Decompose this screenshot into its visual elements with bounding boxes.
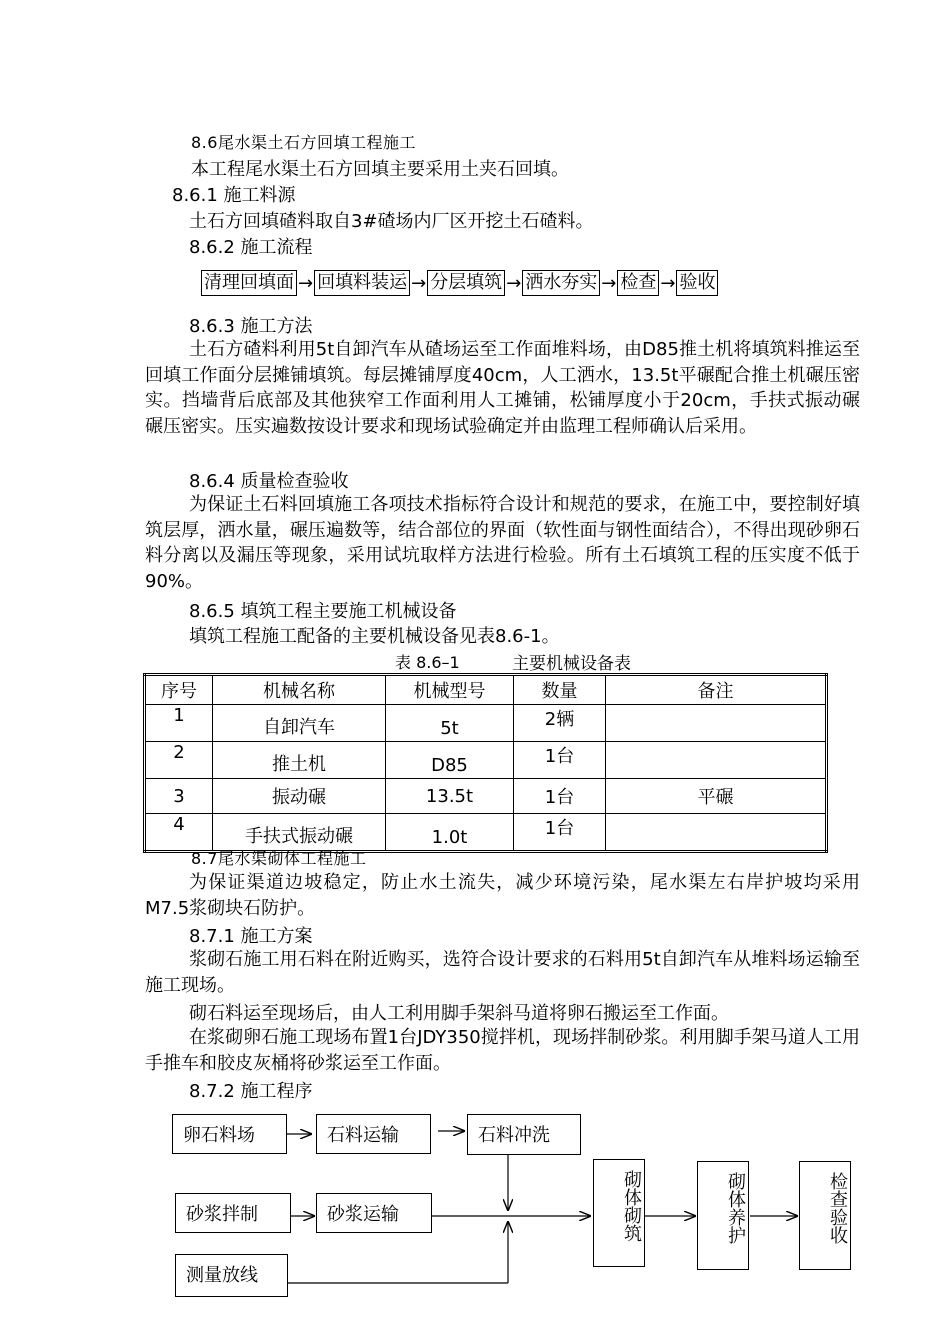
cell-index: 1	[145, 705, 213, 742]
header-cell: 机械型号	[386, 675, 514, 705]
flow-arrow: →	[298, 272, 314, 294]
section-8-7-title: 8.7尾水渠砌体工程施工	[191, 849, 367, 868]
cell-model: 5t	[386, 705, 514, 742]
box-stone-transport	[316, 1114, 431, 1154]
section-8-6-intro: 本工程尾水渠土石方回填主要采用土夹石回填。	[191, 159, 569, 180]
cell-index: 3	[145, 779, 213, 814]
box-label: 卵石料场	[183, 1125, 255, 1146]
box-label: 测量放线	[186, 1265, 258, 1286]
section-8-7-2-title: 8.7.2 施工程序	[189, 1081, 313, 1102]
box-mortar-transport	[316, 1193, 432, 1233]
flow-step: 洒水夯实	[522, 270, 600, 296]
box-mortar-mix	[175, 1193, 291, 1233]
section-8-6-2-title: 8.6.2 施工流程	[189, 237, 313, 258]
cell-model: 1.0t	[386, 814, 514, 852]
header-cell: 序号	[145, 675, 213, 705]
header-cell: 机械名称	[213, 675, 386, 705]
table-caption-number: 表 8.6–1	[395, 653, 460, 672]
header-cell: 备注	[606, 675, 827, 705]
flow-step: 验收	[676, 270, 718, 296]
header-cell: 数量	[514, 675, 606, 705]
cell-name: 手扶式振动碾	[213, 814, 386, 852]
flow-step: 分层填筑	[427, 270, 505, 296]
box-curing: 砌体养护	[697, 1161, 749, 1270]
section-8-7-1-title: 8.7.1 施工方案	[189, 926, 313, 947]
cell-qty: 1台	[514, 742, 606, 779]
box-stone-wash	[467, 1114, 581, 1155]
section-8-6-1-title: 8.6.1 施工料源	[172, 185, 296, 206]
box-label: 石料运输	[327, 1125, 399, 1146]
cell-qty: 1台	[514, 779, 606, 814]
section-8-7-1-para-1: 浆砌石施工用石料在附近购买，选符合设计要求的石料用5t自卸汽车从堆料场运输至施工现场。	[145, 949, 860, 996]
cell-model: D85	[386, 742, 514, 779]
section-8-6-3-text: 土石方碴料利用5t自卸汽车从碴场运至工作面堆料场，由D85推土机将填筑料推运至回填工作面分层摊铺填筑。每层摊铺厚度40cm，人工洒水，13.5t平碾配合推土机碾压密实。挡墙背后底部及其他狭窄工作面利用人工摊铺，松铺厚度小于20cm，手扶式振动碾碾压密实。压实遍数按设计要求和现场试验确定并由监理工程师确认后采用。	[145, 339, 860, 438]
section-8-6-5-text: 填筑工程施工配备的主要机械设备见表8.6-1。	[189, 626, 560, 647]
section-8-7-1-para-2: 砌石料运至现场后，由人工利用脚手架斜马道将卵石搬运至工作面。	[189, 1003, 729, 1024]
section-8-6-title: 8.6尾水渠土石方回填工程施工	[191, 133, 416, 152]
cell-name: 自卸汽车	[213, 705, 386, 742]
box-masonry: 砌体砌筑	[593, 1159, 645, 1267]
section-8-7-intro: 为保证渠道边坡稳定，防止水土流失，减少环境污染，尾水渠左右岸护坡均采用M7.5浆砌块石防护。	[145, 872, 860, 919]
cell-name: 振动碾	[213, 779, 386, 814]
cell-model: 13.5t	[386, 779, 514, 814]
box-inspection: 检查验收	[799, 1161, 851, 1270]
box-label: 砂浆运输	[327, 1204, 399, 1225]
flow-step: 回填料装运	[314, 270, 410, 296]
cell-name: 推土机	[213, 742, 386, 779]
section-8-6-1-text: 土石方回填碴料取自3#碴场内厂区开挖土石碴料。	[189, 211, 594, 232]
box-survey	[175, 1254, 288, 1297]
section-8-6-3-title: 8.6.3 施工方法	[189, 316, 313, 337]
section-8-6-4-title: 8.6.4 质量检查验收	[189, 471, 349, 492]
table-caption-title: 主要机械设备表	[512, 654, 631, 674]
cell-qty: 1台	[514, 814, 606, 852]
box-label: 石料冲洗	[478, 1125, 550, 1146]
box-pebble-yard	[172, 1114, 287, 1154]
flow-arrow: →	[660, 272, 676, 294]
box-label: 砂浆拌制	[186, 1204, 258, 1225]
flow-arrow: →	[601, 272, 617, 294]
flow-arrow: →	[506, 272, 522, 294]
cell-note: 平碾	[606, 779, 827, 814]
section-8-7-1-para-3: 在浆砌卵石施工现场布置1台JDY350搅拌机，现场拌制砂浆。利用脚手架马道人工用手推车和胶皮灰桶将砂浆运至工作面。	[145, 1027, 860, 1074]
cell-index: 2	[145, 742, 213, 779]
section-8-6-4-text: 为保证土石料回填施工各项技术指标符合设计和规范的要求，在施工中，要控制好填筑层厚，洒水量，碾压遍数等，结合部位的界面（软性面与钢性面结合），不得出现砂卵石料分离以及漏压等现象，采用试坑取样方法进行检验。所有土石填筑工程的压实度不低于90%。	[145, 494, 860, 593]
flow-arrow: →	[411, 272, 427, 294]
flow-step: 清理回填面	[201, 270, 297, 296]
cell-qty: 2辆	[514, 705, 606, 742]
cell-index: 4	[145, 814, 213, 852]
flow-step: 检查	[617, 270, 659, 296]
section-8-6-5-title: 8.6.5 填筑工程主要施工机械设备	[189, 601, 457, 622]
